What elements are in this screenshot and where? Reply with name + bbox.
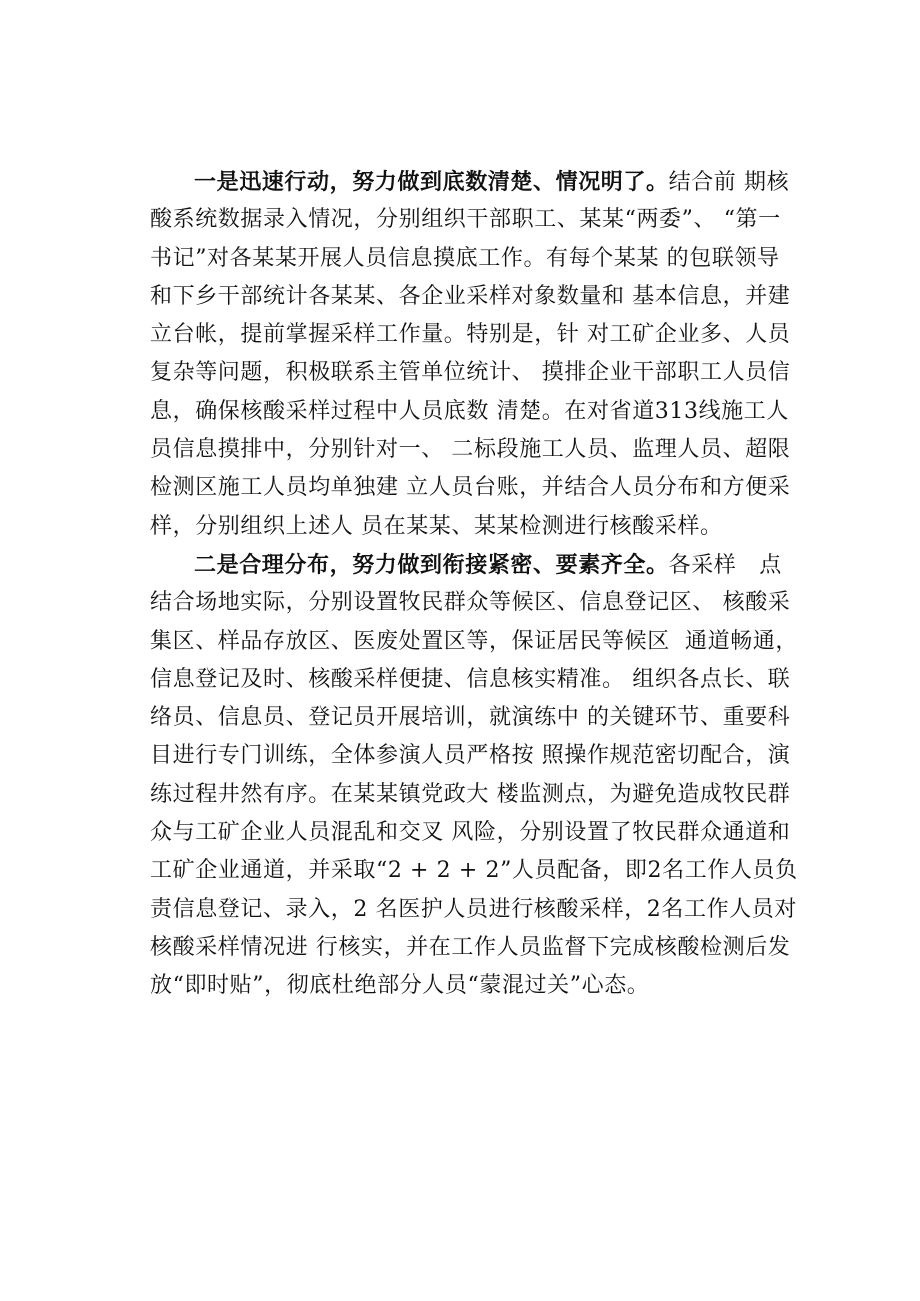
paragraph-2-line: 众与工矿企业人员混乱和交叉 风险，分别设置了牧民群众通道和	[150, 820, 791, 846]
paragraph-1-line: 书记”对各某某开展人员信息摸底工作。有每个某某 的包联领导	[150, 245, 780, 271]
paragraph-1-line: 员信息摸排中，分别针对一、 二标段施工人员、监理人员、超限	[150, 437, 791, 463]
paragraph-2-line: 信息登记及时、核酸采样便捷、信息核实精准。 组织各点长、联	[150, 666, 791, 692]
paragraph-2-first-line	[150, 546, 812, 584]
paragraph-2-lead: 二是合理分布，努力做到衔接紧密、要素齐全。	[194, 551, 669, 578]
document-body	[150, 163, 812, 1006]
paragraph-1-line: 立台帐，提前掌握采样工作量。特别是，针 对工矿企业多、人员	[150, 322, 791, 348]
paragraph-2-line: 核酸采样情况进 行核实，并在工作人员监督下完成核酸检测后发	[150, 934, 791, 960]
paragraph-2-line: 结合场地实际，分别设置牧民群众等候区、信息登记区、 核酸采	[150, 590, 791, 616]
paragraph-1-line: 酸系统数据录入情况，分别组织干部职工、某某“两委”、 “第一	[150, 207, 781, 233]
paragraph-1-first-rest: 结合前 期核	[668, 170, 790, 195]
paragraph-2-line: 络员、信息员、登记员开展培训，就演练中 的关键环节、重要科	[150, 705, 791, 731]
paragraph-1-line: 复杂等问题，积极联系主管单位统计、 摸排企业干部职工人员信	[150, 360, 791, 386]
paragraph-2-line: 责信息登记、录入，2 名医护人员进行核酸采样，2名工作人员对	[150, 896, 797, 922]
paragraph-2-line: 集区、样品存放区、医废处置区等，保证居民等候区 通道畅通，	[150, 628, 798, 654]
paragraph-2-line: 目进行专门训练，全体参演人员严格按 照操作规范密切配合，演	[150, 743, 791, 769]
paragraph-2-line: 放“即时贴”，彻底杜绝部分人员“蒙混过关”心态。	[150, 973, 650, 999]
paragraph-1-first-line	[150, 163, 812, 201]
paragraph-2-first-rest: 各采样 点	[668, 552, 782, 578]
paragraph-2-line: 工矿企业通道，并采取“2 + 2 + 2”人员配备，即2名工作人员负	[150, 858, 798, 884]
paragraph-2-line: 练过程井然有序。在某某镇党政大 楼监测点，为避免造成牧民群	[150, 781, 791, 807]
paragraph-1-line: 息，确保核酸采样过程中人员底数 清楚。在对省道313线施工人	[150, 398, 789, 424]
paragraph-1-lead: 一是迅速行动，努力做到底数清楚、情况明了。	[194, 169, 669, 195]
paragraph-1-line: 和下乡干部统计各某某、各企业采样对象数量和 基本信息，并建	[150, 283, 791, 309]
paragraph-1-line: 样，分别组织上述人 员在某某、某某检测进行核酸采样。	[150, 513, 723, 539]
paragraph-1-line: 检测区施工人员均单独建 立人员台账，并结合人员分布和方便采	[150, 475, 791, 501]
